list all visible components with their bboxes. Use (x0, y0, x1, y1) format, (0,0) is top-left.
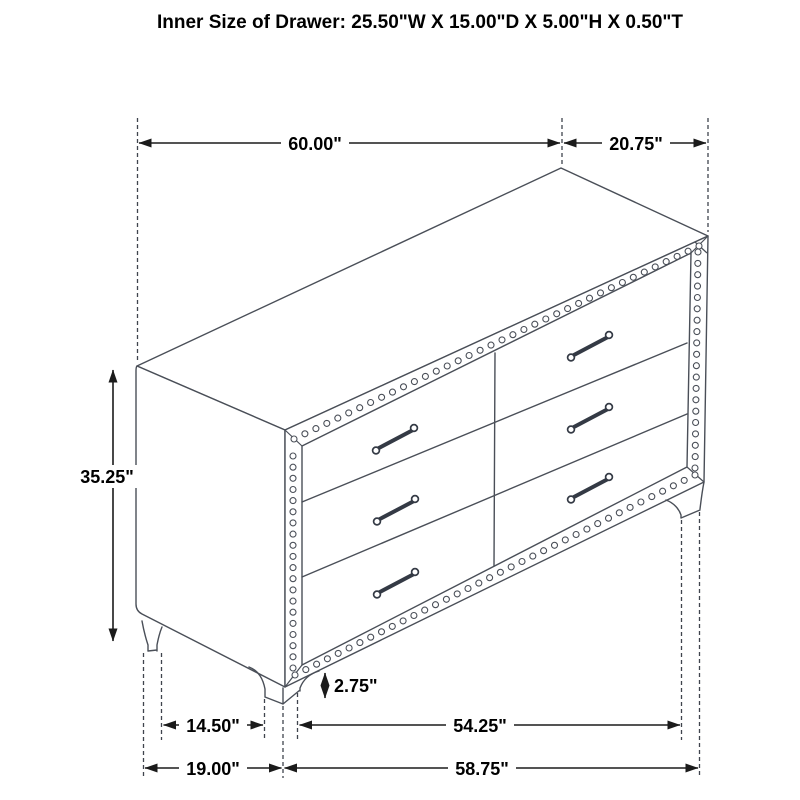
dresser-illustration (136, 168, 708, 704)
diagram-title: Inner Size of Drawer: 25.50"W X 15.00"D X 5.00"H X 0.50"T (156, 12, 684, 33)
dimension-left-base-inner (164, 714, 264, 736)
dimension-height (74, 370, 140, 641)
back-left-leg (142, 621, 162, 651)
dim-label-side-base-outer: 19.00" (186, 759, 240, 779)
dim-label-front-base-inner: 54.25" (453, 716, 507, 736)
dim-label-height: 35.25" (80, 467, 134, 487)
dim-label-left-base-inner: 14.50" (186, 716, 240, 736)
dimension-side-base-outer (145, 757, 282, 779)
dim-label-leg-height: 2.75" (334, 676, 378, 696)
dimension-front-base-inner (300, 714, 681, 736)
dimension-leg-height (325, 673, 378, 698)
dimension-depth (564, 132, 706, 154)
dimension-front-base-outer (285, 757, 699, 779)
dimension-overall-width (139, 132, 560, 154)
dim-label-front-base-outer: 58.75" (455, 759, 509, 779)
dim-label-overall-width: 60.00" (288, 134, 342, 154)
dim-label-depth: 20.75" (609, 134, 663, 154)
